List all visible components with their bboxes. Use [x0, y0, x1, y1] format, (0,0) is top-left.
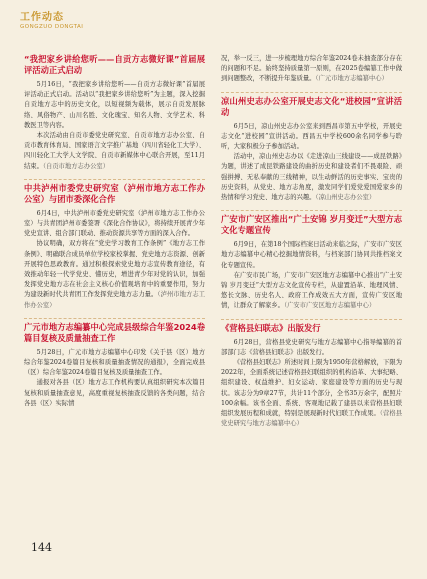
article-paragraph: 5月16日，“我把家乡讲给您听——自贡方志微好课”首届展评活动正式启动。活动以“我把家乡讲给您听”为主题，深入挖掘自贡地方志中的历史文化，以短视频为载体，展示自贡发展脉络、风俗物产、山川名胜、文化瑰宝、知名人物、文学艺术、科教医卫等内容。: [24, 81, 205, 129]
article: [24, 54, 205, 172]
article: [221, 319, 402, 430]
article-continued: [221, 54, 402, 85]
article-title: 中共泸州市委党史研究室（泸州市地方志工作办公室）与团市委深化合作: [24, 179, 205, 205]
article-paragraph: 本次活动由自贡市委党史研究室、自贡市地方志办公室、自贡市教育体育局、国家语言文字推广基地（四川省轻化工大学）、四川轻化工大学人文学院、自贡市新媒体中心联合开展，至11月结束。（自贡市地方志办公室）: [24, 132, 205, 170]
article-paragraph: 5月28日，广元市地方志编纂中心印发《关于县（区）地方综合年鉴2024卷篇目复核和质量抽查情况的通报》，全面完成县（区）综合年鉴2024卷篇目复核及质量抽查工作。: [24, 348, 205, 377]
article-paragraph: 6月9日，在第18个国际档案日活动来临之际，广安市广安区地方志编纂中心精心挖掘地情资料，与档案部门协同共推档案文化专题宣传。: [221, 241, 402, 269]
section-header: [20, 8, 83, 30]
article-paragraph: 协议明确，双方将在“党史学习教育工作条例”《地方志工作条例》、明确联合成员单位学校家校掌握、党史地方志资源、创新开展特色思政教育。通过积极探索党史地方志宣传教育途径，有效推动年轻一代学党史、懂历史，增进青少年对党的认识，加强发挥党史地方志在社会主义核心价值观培育中的重要作用，努力为建设新时代共青团工作发挥党史地方志力量。（泸州市地方志工作办公室）: [24, 240, 205, 309]
article-paragraph: 6月4日，中共泸州市委党史研究室（泸州市地方志工作办公室）与共青团泸州市委签署《深化合作协议》，将持续开展青少年党史宣讲、组合部门联动、推动资源共享等方面的深入合作。: [24, 209, 205, 238]
article-source: （凉山州史志办公室）: [315, 194, 376, 202]
article-source: （自贡市地方志办公室）: [42, 162, 110, 170]
article-paragraph: 6月5日，凉山州史志办公室来到西昌市第五中学校，开展史志文化“进校园”宣讲活动。西昌五中学校600余名同学参与聆听，大家积极分子参加活动。: [221, 122, 402, 151]
article: [24, 318, 205, 409]
article-paragraph: 况，举一反三，进一步梳理地方综合年鉴2024卷未抽查部分存在的问题和不足。始终坚持质量第一原则，在2025卷编纂工作中做到问题整改，不断提升年鉴质量。（广元市地方志编纂中心）: [221, 55, 402, 83]
article: [221, 210, 402, 311]
page-number: 144: [31, 541, 52, 554]
right-column: [221, 54, 402, 429]
article-source: （广安市广安区地方志编纂中心）: [283, 302, 376, 310]
article-title: 凉山州史志办公室开展史志文化“进校园”宣讲活动: [221, 92, 402, 118]
article-paragraph: 活动中，凉山州史志办以《走进凉山三线建设——成昆铁路》为题，讲述了成昆铁路建设的曲折历史和建设者们不畏艰险、顽强拼搏、无私奉献的三线精神，以生动鲜活的历史事实、宝贵的历史资料，从党史、地方志角度，激发同学们爱党爱国爱家乡的热情和学习党史、地方志的兴趣。（凉山州史志办公室）: [221, 153, 402, 202]
article-paragraph: 在广安市民广场，广安市广安区地方志编纂中心推出“广土安锦 岁月变迁”大型方志文化宣传专栏，从建置沿革、地理风情、悠长文脉、历史名人、政府工作成效五大方面，宣传广安区地情，让群众了解家乡。（广安市广安区地方志编纂中心）: [221, 271, 402, 310]
article-source: （泸州市地方志工作办公室）: [24, 291, 205, 309]
article-source: （营格县党史研究与地方志编纂中心）: [221, 410, 402, 428]
left-column: [24, 54, 205, 409]
article-paragraph: 通报对各县（区）地方志工作机构要认真组织研究本次篇目复核和质量抽查意见，高度重视复核抽查反馈的各类问题，结合各县（区）实际情: [24, 379, 205, 407]
article-paragraph: 6月28日，营格县党史研究与地方志编纂中心指导编纂的首部部门志《营格县妇联志》出版发行。: [221, 338, 402, 356]
article: [221, 92, 402, 204]
article-title: 广元市地方志编纂中心完成县级综合年鉴2024卷篇目复核及质量抽查工作: [24, 318, 205, 344]
section-subtitle: GONGZUO DONGTAI: [20, 24, 84, 30]
section-title: 工作动态: [20, 12, 64, 23]
article-source: （广元市地方志编纂中心）: [315, 75, 388, 83]
article-title: 广安市广安区推出“广土安锦 岁月变迁”大型方志文化专题宣传: [221, 210, 402, 236]
article-title: “我把家乡讲给您听——自贡方志微好课”首届展评活动正式启动: [24, 54, 205, 75]
article: [24, 179, 205, 311]
article-paragraph: 《营格县妇联志》所述时间上限为1950年营格解放，下限为2022年，全面系统记述营格县妇联组织的机构沿革、大事纪略、组织建设、权益维护、妇女运动、家庭建设等方面的历史与现状。该志分为9章27节，共计11个部分，全书35万余字，配照片100余幅。该书全面、系统、客观地记载了建县以来营格县妇联组织发展历程和成就，特别是展现新时代妇联工作成果。（营格县党史研究与地方志编纂中心）: [221, 359, 402, 428]
article-title: 《营格县妇联志》出版发行: [221, 319, 402, 334]
